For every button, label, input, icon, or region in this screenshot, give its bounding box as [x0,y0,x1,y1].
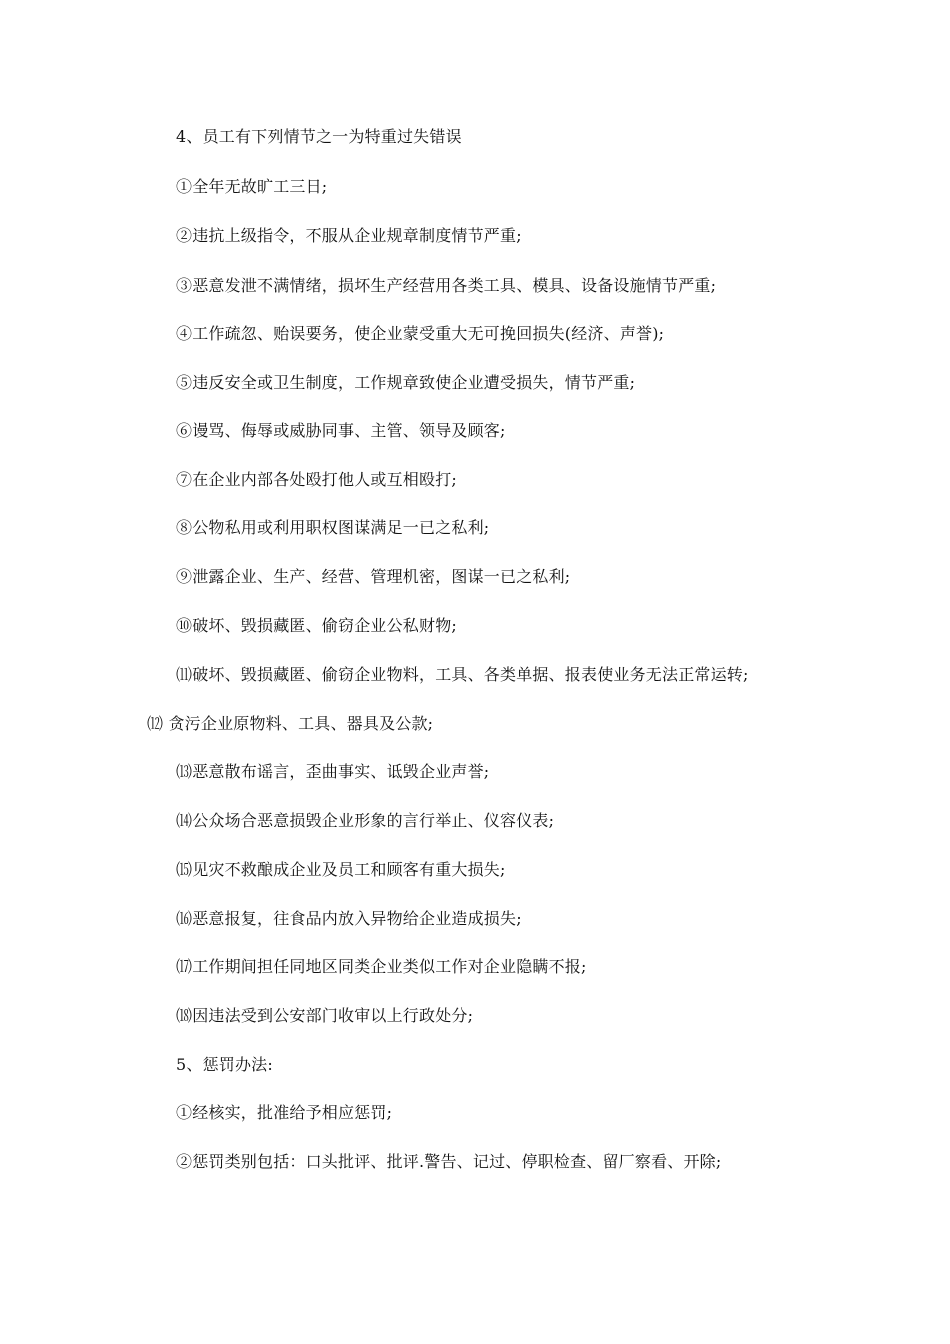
list-item: ⑤违反安全或卫生制度，工作规章致使企业遭受损失，情节严重; [176,373,636,392]
list-item: ⒁公众场合恶意损毁企业形象的言行举止、仪容仪表; [176,811,555,830]
list-item: ④工作疏忽、贻误要务，使企业蒙受重大无可挽回损失(经济、声誉); [176,324,665,343]
list-item: ⒅因违法受到公安部门收审以上行政处分; [176,1006,474,1025]
list-item: ⑦在企业内部各处殴打他人或互相殴打; [176,470,457,489]
list-item: ⒃恶意报复，往食品内放入异物给企业造成损失; [176,909,522,928]
list-item: ③恶意发泄不满情绪，损坏生产经营用各类工具、模具、设备设施情节严重; [176,276,717,295]
list-item: ②违抗上级指令，不服从企业规章制度情节严重; [176,226,522,245]
list-item: ⑥谩骂、侮辱或威胁同事、主管、领导及顾客; [176,421,506,440]
list-item: ①全年无故旷工三日; [176,177,328,196]
list-item: ⑩破坏、毁损藏匿、偷窃企业公私财物; [176,616,457,635]
list-item: ⒄工作期间担任同地区同类企业类似工作对企业隐瞒不报; [176,957,587,976]
list-item: ⑧公物私用或利用职权图谋满足一已之私利; [176,518,490,537]
list-item: ②惩罚类别包括：口头批评、批评.警告、记过、停职检查、留厂察看、开除; [176,1152,722,1171]
list-item: ⒂见灾不救酿成企业及员工和顾客有重大损失; [176,860,506,879]
list-item: ①经核实，批准给予相应惩罚; [176,1103,393,1122]
list-item: ⑿ 贪污企业原物料、工具、器具及公款; [147,714,434,733]
section-heading: 5、惩罚办法: [176,1055,273,1074]
list-item: ⑨泄露企业、生产、经营、管理机密，图谋一已之私利; [176,567,571,586]
section-heading: 4、员工有下列情节之一为特重过失错误 [176,127,462,146]
list-item: ⑾破坏、毁损藏匿、偷窃企业物料，工具、各类单据、报表使业务无法正常运转; [176,665,749,684]
list-item: ⒀恶意散布谣言，歪曲事实、诋毁企业声誉; [176,762,490,781]
